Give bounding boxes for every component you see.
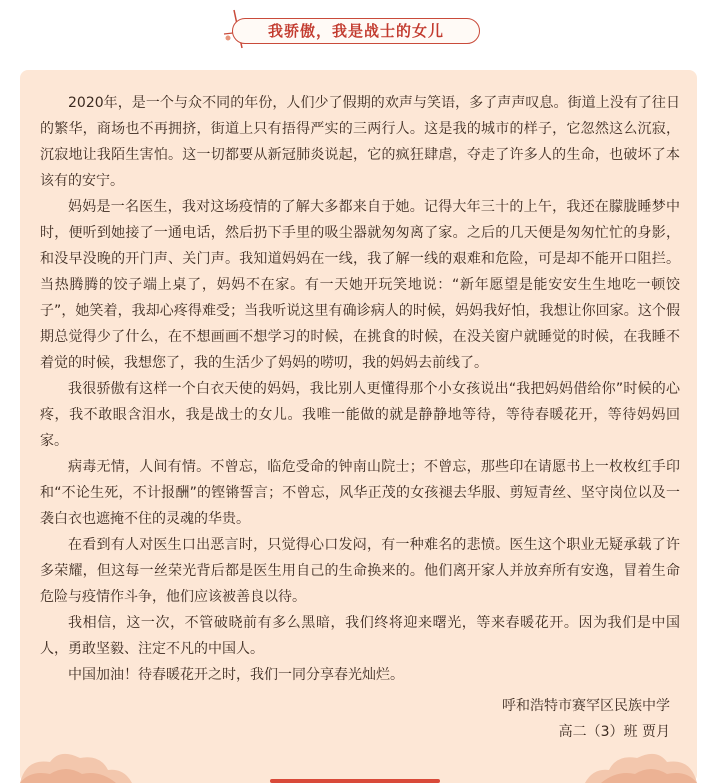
title-frame xyxy=(232,18,480,44)
paragraph: 我相信，这一次，不管破晓前有多么黑暗，我们终将迎来曙光，等来春暖花开。因为我们是中国人，勇敢坚毅、注定不凡的中国人。 xyxy=(40,615,680,657)
decorative-footer xyxy=(20,748,697,783)
paragraph: 中国加油！待春暖花开之时，我们一同分享春光灿烂。 xyxy=(68,667,404,683)
bottom-accent-bar xyxy=(270,779,440,783)
article-title: 我骄傲，我是战士的女儿 xyxy=(267,22,444,40)
paragraph: 在看到有人对医生口出恶言时，只觉得心口发闷，有一种难名的悲愤。医生这个职业无疑承载了许多荣耀，但这每一丝荣光背后都是医生用自己的生命换来的。他们离开家人并放弃所有安逸，冒着生命危险与疫情作斗争，他们应该被善良以待。 xyxy=(40,537,680,605)
paragraph: 病毒无情，人间有情。不曾忘，临危受命的钟南山院士；不曾忘，那些印在请愿书上一枚枚红手印和“不论生死，不计报酬”的铿锵誓言；不曾忘，风华正茂的女孩褪去华服、剪短青丝、坚守岗位以及一袭白衣也遮掩不住的灵魂的华贵。 xyxy=(40,459,680,527)
author-name: 高二（3）班 贾月 xyxy=(558,724,670,740)
article-body xyxy=(40,90,680,688)
paragraph: 妈妈是一名医生，我对这场疫情的了解大多都来自于她。记得大年三十的上午，我还在朦胧睡梦中时，便听到她接了一通电话，然后扔下手里的吸尘器就匆匆离了家。之后的几天便是匆匆忙忙的身影，和没早没晚的开门声、关门声。我知道妈妈在一线，我了解一线的艰难和危险，可是却不能开口阻拦。当热腾腾的饺子端上桌了，妈妈不在家。有一天她开玩笑地说：“新年愿望是能安安生生地吃一顿饺子”，她笑着，我却心疼得难受；当我听说这里有确诊病人的时候，妈妈我好怕，我想让你回家。这个假期总觉得少了什么，在不想画画不想学习的时候，在挑食的时候，在没关窗户就睡觉的时候，在我睡不着觉的时候，我想您了，我的生活少了妈妈的唠叨，我的妈妈去前线了。 xyxy=(40,199,680,371)
title-banner xyxy=(220,8,490,52)
paragraph: 2020年，是一个与众不同的年份，人们少了假期的欢声与笑语，多了声声叹息。街道上没有了往日的繁华，商场也不再拥挤，街道上只有捂得严实的三两行人。这是我的城市的样子，它忽然这么沉寂，沉寂地让我陌生害怕。这一切都要从新冠肺炎说起，它的疯狂肆虐，夺走了许多人的生命，也破坏了本该有的安宁。 xyxy=(40,95,680,189)
paragraph: 我很骄傲有这样一个白衣天使的妈妈，我比别人更懂得那个小女孩说出“我把妈妈借给你”时候的心疼，我不敢眼含泪水，我是战士的女儿。我唯一能做的就是静静地等待，等待春暖花开，等待妈妈回家。 xyxy=(40,381,680,449)
cloud-decoration-icon xyxy=(20,748,140,783)
school-name: 呼和浩特市赛罕区民族中学 xyxy=(502,698,670,714)
cloud-decoration-icon xyxy=(577,748,697,783)
